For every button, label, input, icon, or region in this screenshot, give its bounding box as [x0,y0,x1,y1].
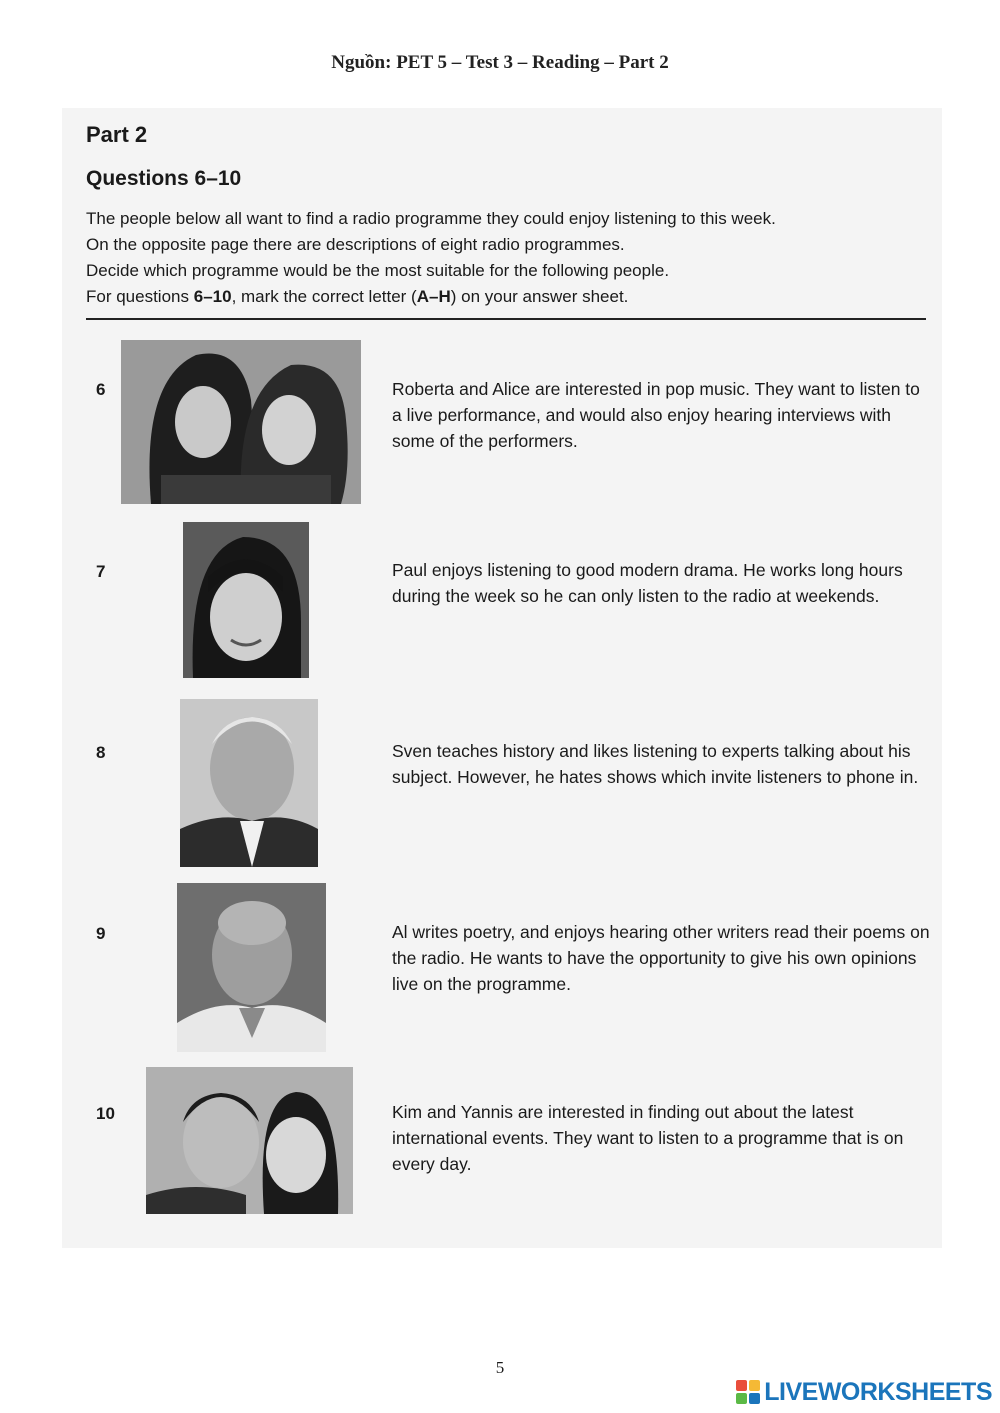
part-title: Part 2 [86,122,148,147]
questions-title: Questions 6–10 [86,167,242,190]
source-line: Nguồn: PET 5 – Test 3 – Reading – Part 2 [331,52,669,73]
logo-square-blue [749,1393,760,1404]
liveworksheets-logo-icon [736,1380,760,1404]
question-number: 7 [96,562,106,581]
bald-man-photo [177,883,326,1052]
liveworksheets-watermark [736,1377,992,1407]
logo-square-green [736,1393,747,1404]
question-number: 8 [96,743,106,762]
instruction-text: For questions [86,287,194,306]
question-text: Roberta and Alice are interested in pop music. They want to listen to a live performance, and would also enjoy hearing interviews with some of the performers. [392,379,920,451]
instruction-bold-letters: A–H [416,287,451,306]
question-text: Sven teaches history and likes listening to experts talking about his subject. However, he hates shows which invite listeners to phone in. [392,741,919,787]
question-text: Kim and Yannis are interested in finding out about the latest international events. They want to listen to a programme that is on every day. [392,1102,904,1174]
question-number: 9 [96,924,106,943]
instruction-line: The people below all want to find a radio programme they could enjoy listening to this week. [86,209,776,228]
young-man-photo [183,522,309,678]
instructions [86,206,916,310]
instruction-line: On the opposite page there are descriptions of eight radio programmes. [86,235,625,254]
logo-square-yellow [749,1380,760,1391]
two-women-photo [121,340,361,504]
instruction-line-answer [86,284,916,310]
question-text: Al writes poetry, and enjoys hearing other writers read their poems on the radio. He wants to have the opportunity to give his own opinions live on the programme. [392,922,930,994]
question-text: Paul enjoys listening to good modern drama. He works long hours during the week so he can only listen to the radio at weekends. [392,560,903,606]
instruction-text: ) on your answer sheet. [450,287,629,306]
instruction-text: , mark the correct letter ( [231,287,417,306]
question-number: 6 [96,380,106,399]
older-man-photo [180,699,318,867]
couple-photo [146,1067,353,1214]
instruction-line: Decide which programme would be the most suitable for the following people. [86,261,670,280]
logo-square-red [736,1380,747,1391]
instruction-bold-range: 6–10 [193,287,232,306]
liveworksheets-text: LIVEWORKSHEETS [764,1377,992,1406]
divider-rule [86,318,926,320]
page-number: 5 [495,1358,505,1377]
question-number: 10 [96,1104,115,1123]
